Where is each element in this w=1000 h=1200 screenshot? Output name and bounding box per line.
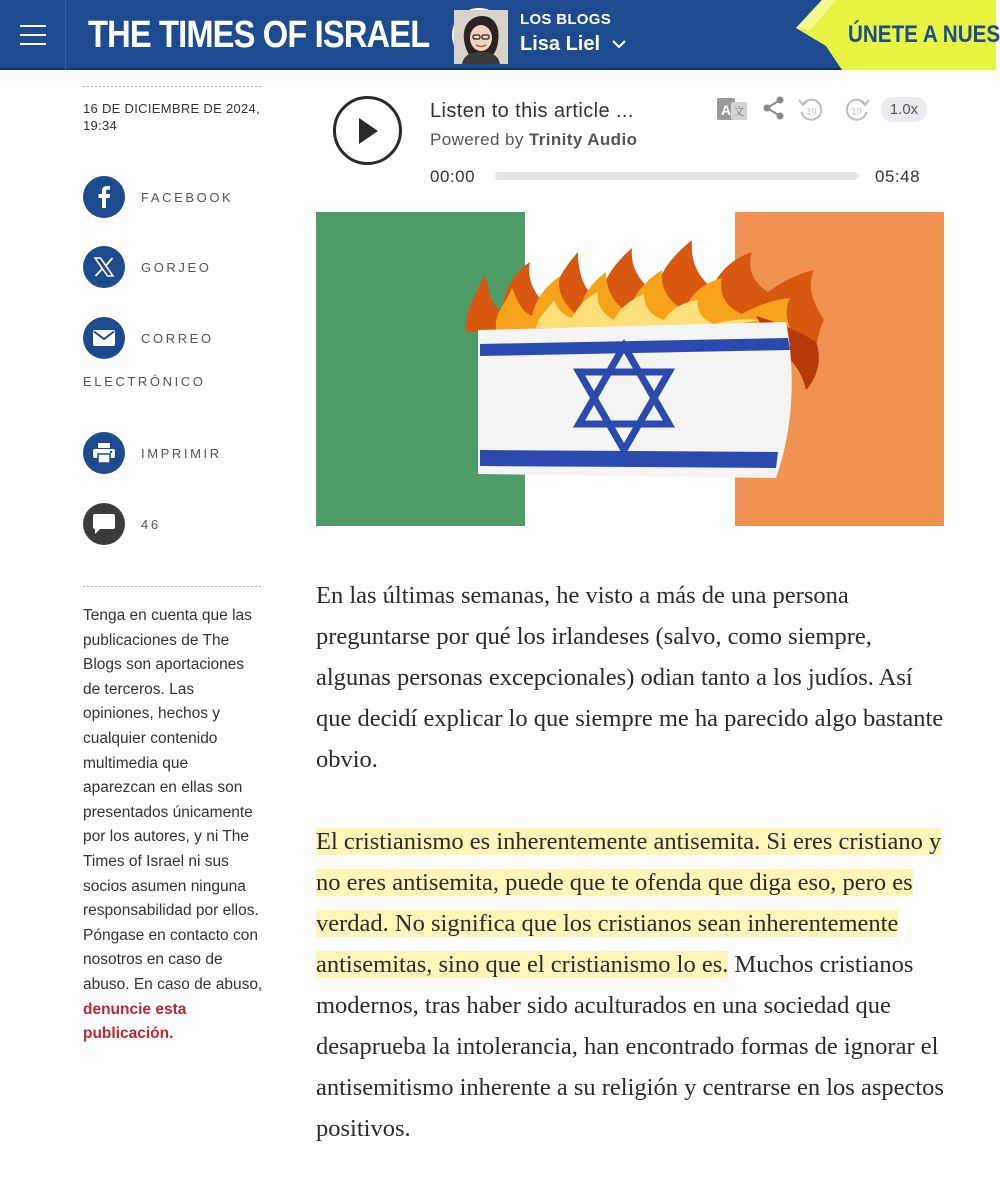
comment-icon [83, 503, 125, 545]
site-logo[interactable]: THE TIMES OF ISRAEL [88, 14, 430, 56]
translate-icon [716, 97, 748, 123]
highlighted-text[interactable]: El cristianismo es inherentemente antisemita. Si eres cristiano y no eres antisemita, puede que te ofenda que diga eso, pero es verdad. No significa que los cristianos sean inherentemente antisemitas, sino que el cristianismo lo es. [316, 828, 942, 978]
disclaimer [83, 604, 263, 1047]
share-facebook[interactable] [83, 176, 233, 218]
comments-button[interactable] [83, 503, 161, 545]
print-label: IMPRIMIR [141, 445, 222, 461]
facebook-label: FACEBOOK [141, 189, 234, 205]
share-twitter[interactable] [83, 246, 212, 288]
translate-button[interactable] [716, 97, 748, 128]
play-button[interactable] [333, 96, 402, 165]
chevron-down-icon [612, 40, 626, 49]
svg-text:10: 10 [851, 106, 862, 117]
x-twitter-icon [83, 246, 125, 288]
rewind-10-icon [797, 96, 825, 124]
print-button[interactable] [83, 432, 222, 474]
publish-date: 16 DE DICIEMBRE DE 2024, 19:34 [83, 101, 260, 133]
paragraph-text: Muchos cristianos modernos, tras haber sido aculturados en una sociedad que desaprueba la intolerancia, han encontrado formas de ignorar el antisemitismo inherente a su religión y centrarse en los aspectos positivos. [316, 951, 944, 1142]
share-audio-button[interactable] [763, 96, 785, 125]
divider [83, 586, 261, 587]
svg-text:10: 10 [806, 106, 817, 117]
author-avatar[interactable] [452, 8, 506, 62]
current-time: 00:00 [430, 167, 476, 186]
article-body [316, 575, 946, 1190]
disclaimer-text: Tenga en cuenta que las publicaciones de The Blogs son aportaciones de terceros. Las opiniones, hechos y cualquier contenido multimedia que aparezcan en ellas son presentados únicamente por los autores, y ni The Times of Israel ni sus socios asumen ninguna responsabilidad por ellos. Póngase en contacto con nosotros en caso de abuso. En caso de abuso, [83, 607, 263, 993]
blogs-label: LOS BLOGS [520, 11, 612, 28]
share-icon [763, 96, 785, 120]
playback-speed-button[interactable]: 1.0x [881, 97, 927, 122]
join-banner[interactable] [796, 0, 1000, 70]
report-link[interactable]: denuncie esta publicación. [83, 1000, 187, 1043]
rewind-button[interactable] [797, 96, 825, 129]
article-hero-image [316, 212, 944, 526]
trinity-audio-brand[interactable]: Trinity Audio [528, 130, 638, 149]
svg-text:文: 文 [733, 105, 745, 118]
article-paragraph-1: En las últimas semanas, he visto a más de una persona preguntarse por qué los irlandeses (salvo, como siempre, algunas personas excepcionales) odian tanto a los judíos. Así que decidí explicar lo que siempre me ha parecido algo bastante obvio. [316, 582, 944, 773]
player-title: Listen to this article ... [430, 100, 634, 122]
divider [83, 86, 261, 87]
mail-icon [83, 317, 125, 359]
player-powered-by: Powered by Trinity Audio [430, 130, 638, 149]
forward-button[interactable] [843, 96, 871, 129]
twitter-label: GORJEO [141, 259, 212, 275]
article-sidebar [83, 86, 263, 1043]
audio-progress-bar[interactable] [495, 172, 858, 180]
menu-button[interactable] [0, 0, 66, 70]
total-time: 05:48 [875, 167, 921, 186]
facebook-icon [83, 176, 125, 218]
author-dropdown[interactable] [520, 33, 626, 56]
email-label-wrap: ELECTRÓNICO [83, 374, 206, 389]
author-name: Lisa Liel [520, 33, 601, 55]
forward-10-icon [843, 96, 871, 124]
comment-count: 46 [141, 516, 161, 532]
play-icon [356, 117, 380, 145]
menu-icon [20, 25, 46, 27]
article-paragraph-2 [316, 821, 946, 1149]
email-label: CORREO [141, 330, 214, 346]
printer-icon [83, 432, 125, 474]
share-email[interactable] [83, 317, 214, 359]
join-cta: ÚNETE A NUES [848, 21, 1000, 48]
site-header [0, 0, 1000, 70]
svg-text:A: A [720, 102, 732, 118]
